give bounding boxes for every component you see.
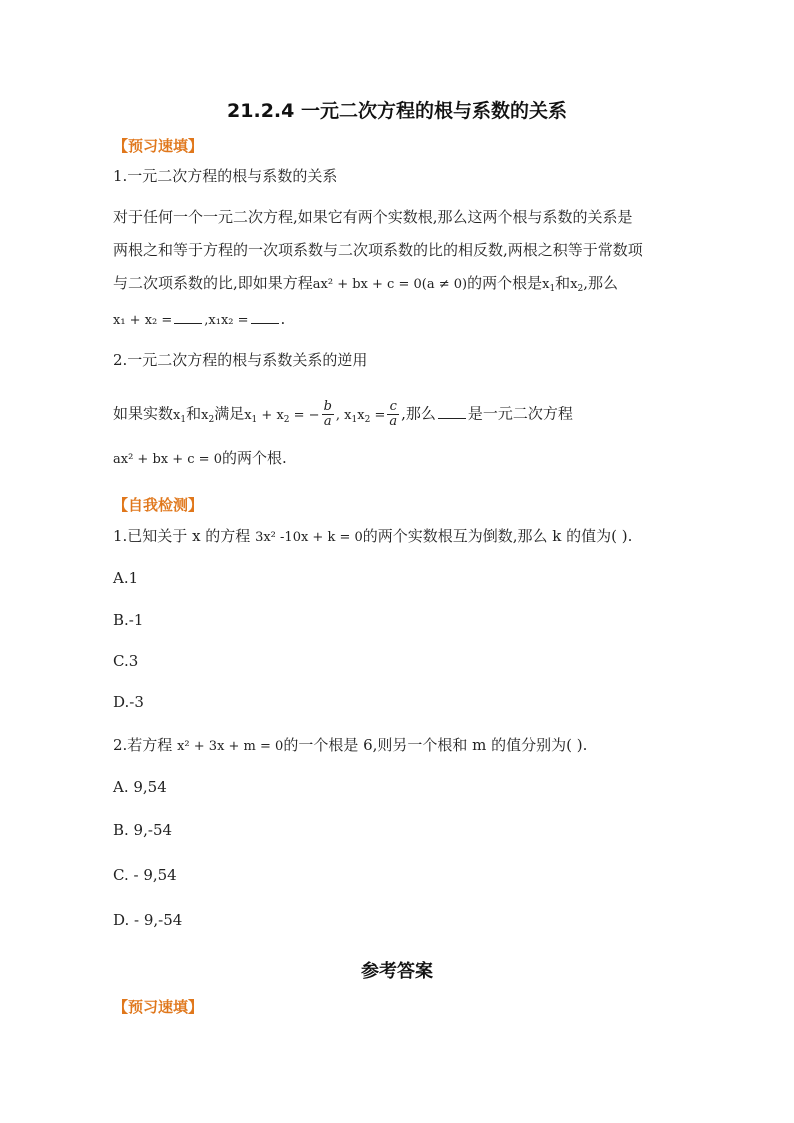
item2-equation: ax² + bx + c = 0 [113, 452, 222, 467]
q2-text-b: 的一个根是 6,则另一个根和 m 的值分别为( ). [283, 736, 588, 754]
item1-text-a: 与二次项系数的比,即如果方程 [113, 274, 313, 292]
item1-formula-line: x₁ + x₂ = ,x₁x₂ = . [113, 310, 286, 328]
section-header-selfcheck: 【自我检测】 [113, 496, 204, 514]
sum-blank[interactable] [174, 311, 202, 324]
q2-option-c[interactable]: C. - 9,54 [113, 866, 177, 884]
item2-text-f: 的两个根. [221, 449, 287, 467]
item1-paragraph-line3 [113, 273, 618, 299]
x1-symbol: $x_1$ [542, 277, 556, 294]
x2-symbol-2: $x_2$ [201, 407, 215, 425]
q2-option-d[interactable]: D. - 9,-54 [113, 911, 183, 929]
fraction-c-over-a: $\frac{c}{a}$ [389, 399, 398, 429]
item1-paragraph-line1: 对于任何一个一元二次方程,如果它有两个实数根,那么这两个根与系数的关系是 [113, 208, 633, 226]
section-header-answers: 【预习速填】 [113, 998, 204, 1016]
item2-title: 2.一元二次方程的根与系数关系的逆用 [113, 351, 368, 369]
q2-text-a: 2.若方程 [113, 736, 178, 754]
question-1 [113, 526, 632, 548]
item2-text-d: ,那么 [401, 404, 436, 423]
sum-formula: x₁ + x₂ = [113, 313, 173, 328]
vieta-product: , $x_1x_2$ = [335, 407, 386, 425]
q1-text-a: 1.已知关于 x 的方程 [113, 527, 256, 545]
answers-title: 参考答案 [361, 961, 433, 982]
comma-separator: , [204, 313, 209, 328]
q1-option-c[interactable]: C.3 [113, 652, 139, 670]
q1-text-b: 的两个实数根互为倒数,那么 k 的值为( ). [362, 527, 633, 545]
question-2 [113, 735, 587, 757]
item1-equation: ax² + bx + c = 0(a ≠ 0) [312, 277, 468, 292]
q1-option-a[interactable]: A.1 [113, 569, 139, 587]
q1-option-d[interactable]: D.-3 [113, 693, 144, 711]
item1-text-b: 的两个根是 [467, 274, 543, 292]
x2-symbol: $x_2$ [570, 277, 584, 294]
product-blank[interactable] [251, 311, 279, 324]
q2-option-b[interactable]: B. 9,-54 [113, 821, 173, 839]
q2-option-a[interactable]: A. 9,54 [113, 778, 167, 796]
item2-paragraph-line2 [113, 448, 287, 470]
section-header-preview: 【预习速填】 [113, 137, 204, 155]
item1-text-c: 和 [555, 274, 571, 292]
roots-blank[interactable] [438, 406, 466, 419]
page-title: 21.2.4 一元二次方程的根与系数的关系 [227, 100, 567, 122]
q1-equation: 3x² -10x + k = 0 [255, 530, 363, 545]
item1-text-d: ,那么 [583, 274, 619, 292]
item1-title: 1.一元二次方程的根与系数的关系 [113, 167, 338, 185]
item2-text-e: 是一元二次方程 [467, 404, 573, 423]
product-formula: x₁x₂ = [208, 313, 249, 328]
q2-equation: x² + 3x + m = 0 [177, 739, 284, 754]
fraction-b-over-a: $\frac{b}{a}$ [323, 399, 332, 429]
item1-paragraph-line2: 两根之和等于方程的一次项系数与二次项系数的比的相反数,两根之积等于常数项 [113, 241, 643, 259]
x1-symbol-2: $x_1$ [173, 407, 187, 425]
item2-paragraph-line1 [113, 400, 573, 430]
vieta-sum: $x_1 + x_2$ = − [244, 407, 320, 425]
item2-text-b: 和 [186, 404, 202, 423]
q1-option-b[interactable]: B.-1 [113, 611, 144, 629]
item2-text-c: 满足 [214, 404, 245, 423]
item2-text-a: 如果实数 [113, 404, 174, 423]
